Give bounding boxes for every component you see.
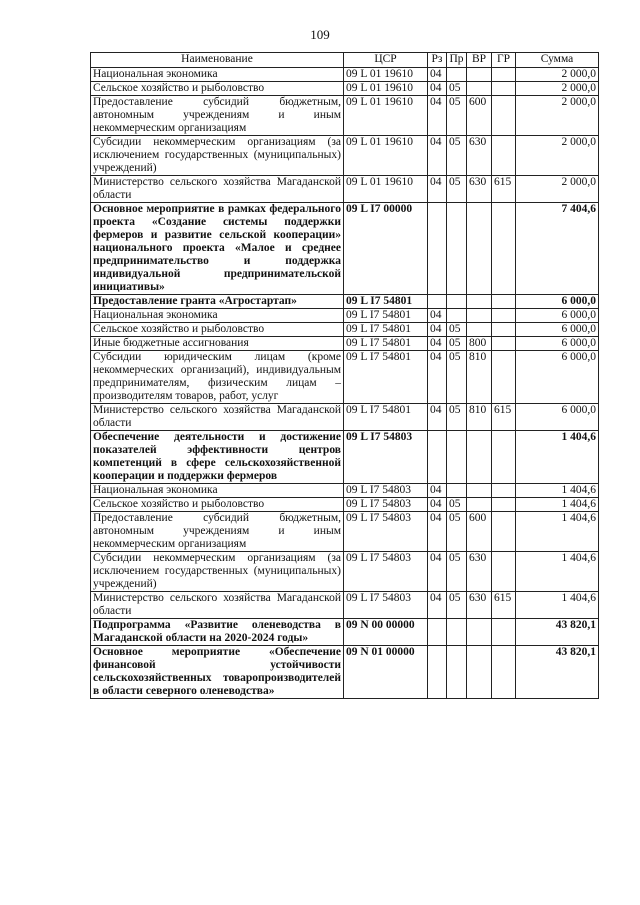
cell-csr: 09 L 01 19610 — [344, 68, 428, 82]
cell-vr: 630 — [467, 136, 492, 176]
cell-sum: 2 000,0 — [516, 68, 599, 82]
cell-name: Министерство сельского хозяйства Магаданской области — [91, 176, 344, 203]
table-row — [91, 498, 599, 512]
cell-csr: 09 L 01 19610 — [344, 82, 428, 96]
cell-sum: 7 404,6 — [516, 203, 599, 295]
cell-csr: 09 L I7 54801 — [344, 295, 428, 309]
cell-rz — [428, 203, 447, 295]
page-number: 109 — [310, 27, 330, 42]
cell-csr: 09 N 00 00000 — [344, 619, 428, 646]
cell-gr: 615 — [492, 592, 516, 619]
cell-vr: 630 — [467, 592, 492, 619]
cell-sum: 1 404,6 — [516, 484, 599, 498]
table-row — [91, 323, 599, 337]
cell-csr: 09 L I7 54803 — [344, 484, 428, 498]
cell-rz: 04 — [428, 498, 447, 512]
cell-csr: 09 L I7 54803 — [344, 592, 428, 619]
cell-name: Министерство сельского хозяйства Магаданской области — [91, 404, 344, 431]
cell-name: Субсидии юридическим лицам (кроме некоммерческих организаций), индивидуальным предпринимателям, физическим лицам – производителям товаров, работ, услуг — [91, 351, 344, 404]
table-row — [91, 484, 599, 498]
cell-vr — [467, 431, 492, 484]
cell-sum: 6 000,0 — [516, 337, 599, 351]
cell-sum: 6 000,0 — [516, 323, 599, 337]
table-row — [91, 351, 599, 404]
header-rz: Рз — [428, 53, 447, 68]
cell-pr: 05 — [447, 96, 467, 136]
cell-name: Предоставление субсидий бюджетным, автономным учреждениям и иным некоммерческим организациям — [91, 96, 344, 136]
cell-name: Национальная экономика — [91, 68, 344, 82]
cell-pr: 05 — [447, 351, 467, 404]
cell-vr: 600 — [467, 512, 492, 552]
cell-vr: 630 — [467, 552, 492, 592]
cell-vr — [467, 309, 492, 323]
cell-rz: 04 — [428, 176, 447, 203]
cell-rz — [428, 295, 447, 309]
table-row — [91, 337, 599, 351]
header-name: Наименование — [91, 53, 344, 68]
cell-sum: 6 000,0 — [516, 404, 599, 431]
cell-sum: 1 404,6 — [516, 498, 599, 512]
cell-gr — [492, 96, 516, 136]
cell-vr: 630 — [467, 176, 492, 203]
cell-rz: 04 — [428, 512, 447, 552]
cell-csr: 09 L I7 54801 — [344, 404, 428, 431]
cell-vr: 810 — [467, 351, 492, 404]
table-row — [91, 176, 599, 203]
cell-pr: 05 — [447, 136, 467, 176]
table-row — [91, 619, 599, 646]
cell-gr — [492, 552, 516, 592]
cell-sum: 1 404,6 — [516, 592, 599, 619]
cell-pr: 05 — [447, 337, 467, 351]
table-row — [91, 431, 599, 484]
cell-rz: 04 — [428, 592, 447, 619]
cell-gr — [492, 295, 516, 309]
budget-table — [90, 52, 599, 699]
cell-vr — [467, 646, 492, 699]
cell-gr — [492, 323, 516, 337]
cell-pr: 05 — [447, 498, 467, 512]
table-header-row — [91, 53, 599, 68]
cell-csr: 09 L I7 00000 — [344, 203, 428, 295]
cell-gr — [492, 68, 516, 82]
table-row — [91, 68, 599, 82]
table-row — [91, 203, 599, 295]
table-row — [91, 82, 599, 96]
table-row — [91, 592, 599, 619]
cell-csr: 09 L I7 54803 — [344, 512, 428, 552]
cell-pr — [447, 68, 467, 82]
cell-sum: 6 000,0 — [516, 351, 599, 404]
table-row — [91, 552, 599, 592]
cell-pr: 05 — [447, 323, 467, 337]
cell-name: Предоставление гранта «Агростартап» — [91, 295, 344, 309]
cell-rz: 04 — [428, 484, 447, 498]
header-sum: Сумма — [516, 53, 599, 68]
cell-gr — [492, 484, 516, 498]
cell-name: Обеспечение деятельности и достижение показателей эффективности центров компетенций в сфере сельскохозяйственной кооперации и поддержки фермеров — [91, 431, 344, 484]
cell-gr — [492, 82, 516, 96]
cell-rz: 04 — [428, 309, 447, 323]
cell-gr — [492, 498, 516, 512]
header-pr: Пр — [447, 53, 467, 68]
cell-pr: 05 — [447, 176, 467, 203]
cell-sum: 2 000,0 — [516, 96, 599, 136]
cell-name: Национальная экономика — [91, 309, 344, 323]
cell-rz — [428, 619, 447, 646]
cell-pr — [447, 484, 467, 498]
cell-csr: 09 L I7 54803 — [344, 552, 428, 592]
cell-rz: 04 — [428, 404, 447, 431]
cell-pr: 05 — [447, 512, 467, 552]
cell-rz: 04 — [428, 337, 447, 351]
cell-name: Подпрограмма «Развитие оленеводства в Магаданской области на 2020-2024 годы» — [91, 619, 344, 646]
cell-name: Иные бюджетные ассигнования — [91, 337, 344, 351]
cell-csr: 09 L 01 19610 — [344, 96, 428, 136]
cell-gr: 615 — [492, 404, 516, 431]
header-csr: ЦСР — [344, 53, 428, 68]
cell-pr — [447, 203, 467, 295]
cell-csr: 09 L I7 54801 — [344, 337, 428, 351]
cell-gr — [492, 351, 516, 404]
cell-vr: 800 — [467, 337, 492, 351]
cell-name: Сельское хозяйство и рыболовство — [91, 82, 344, 96]
cell-name: Министерство сельского хозяйства Магаданской области — [91, 592, 344, 619]
table-row — [91, 96, 599, 136]
cell-pr — [447, 619, 467, 646]
cell-gr — [492, 619, 516, 646]
cell-gr: 615 — [492, 176, 516, 203]
cell-csr: 09 L I7 54801 — [344, 351, 428, 404]
cell-vr — [467, 323, 492, 337]
cell-vr — [467, 619, 492, 646]
cell-sum: 6 000,0 — [516, 309, 599, 323]
cell-csr: 09 L I7 54801 — [344, 323, 428, 337]
cell-vr — [467, 295, 492, 309]
cell-rz: 04 — [428, 96, 447, 136]
cell-pr — [447, 646, 467, 699]
cell-gr — [492, 136, 516, 176]
cell-pr: 05 — [447, 552, 467, 592]
cell-sum: 2 000,0 — [516, 82, 599, 96]
cell-rz: 04 — [428, 136, 447, 176]
cell-rz — [428, 431, 447, 484]
cell-vr — [467, 68, 492, 82]
cell-vr — [467, 484, 492, 498]
cell-vr: 810 — [467, 404, 492, 431]
cell-pr — [447, 295, 467, 309]
cell-csr: 09 L I7 54803 — [344, 431, 428, 484]
cell-name: Сельское хозяйство и рыболовство — [91, 323, 344, 337]
table-row — [91, 309, 599, 323]
cell-vr — [467, 82, 492, 96]
cell-rz — [428, 646, 447, 699]
cell-pr: 05 — [447, 404, 467, 431]
table-row — [91, 646, 599, 699]
cell-sum: 6 000,0 — [516, 295, 599, 309]
cell-vr — [467, 498, 492, 512]
header-gr: ГР — [492, 53, 516, 68]
cell-vr: 600 — [467, 96, 492, 136]
cell-sum: 2 000,0 — [516, 176, 599, 203]
cell-gr — [492, 512, 516, 552]
cell-rz: 04 — [428, 82, 447, 96]
cell-gr — [492, 646, 516, 699]
cell-name: Субсидии некоммерческим организациям (за исключением государственных (муниципальных) учреждений) — [91, 552, 344, 592]
cell-pr — [447, 431, 467, 484]
cell-rz: 04 — [428, 351, 447, 404]
table-body — [91, 68, 599, 699]
cell-csr: 09 L 01 19610 — [344, 176, 428, 203]
cell-gr — [492, 431, 516, 484]
cell-csr: 09 L I7 54801 — [344, 309, 428, 323]
table-row — [91, 404, 599, 431]
cell-csr: 09 L I7 54803 — [344, 498, 428, 512]
cell-name: Основное мероприятие в рамках федерального проекта «Создание системы поддержки фермеров и развитие сельской кооперации» национального проекта «Малое и среднее предпринимательство и поддержка индивидуальной предпринимательской инициативы» — [91, 203, 344, 295]
table-row — [91, 512, 599, 552]
cell-gr — [492, 309, 516, 323]
cell-sum: 1 404,6 — [516, 552, 599, 592]
cell-name: Предоставление субсидий бюджетным, автономным учреждениям и иным некоммерческим организациям — [91, 512, 344, 552]
cell-csr: 09 N 01 00000 — [344, 646, 428, 699]
cell-name: Субсидии некоммерческим организациям (за исключением государственных (муниципальных) учреждений) — [91, 136, 344, 176]
cell-sum: 43 820,1 — [516, 646, 599, 699]
cell-sum: 2 000,0 — [516, 136, 599, 176]
cell-csr: 09 L 01 19610 — [344, 136, 428, 176]
cell-sum: 43 820,1 — [516, 619, 599, 646]
cell-rz: 04 — [428, 323, 447, 337]
cell-name: Основное мероприятие «Обеспечение финансовой устойчивости сельскохозяйственных товаропроизводителей в области северного оленеводства» — [91, 646, 344, 699]
header-vr: ВР — [467, 53, 492, 68]
cell-vr — [467, 203, 492, 295]
cell-pr — [447, 309, 467, 323]
cell-gr — [492, 337, 516, 351]
table-row — [91, 295, 599, 309]
cell-sum: 1 404,6 — [516, 431, 599, 484]
cell-name: Национальная экономика — [91, 484, 344, 498]
cell-pr: 05 — [447, 592, 467, 619]
cell-gr — [492, 203, 516, 295]
cell-rz: 04 — [428, 552, 447, 592]
cell-sum: 1 404,6 — [516, 512, 599, 552]
table-row — [91, 136, 599, 176]
cell-pr: 05 — [447, 82, 467, 96]
cell-name: Сельское хозяйство и рыболовство — [91, 498, 344, 512]
cell-rz: 04 — [428, 68, 447, 82]
